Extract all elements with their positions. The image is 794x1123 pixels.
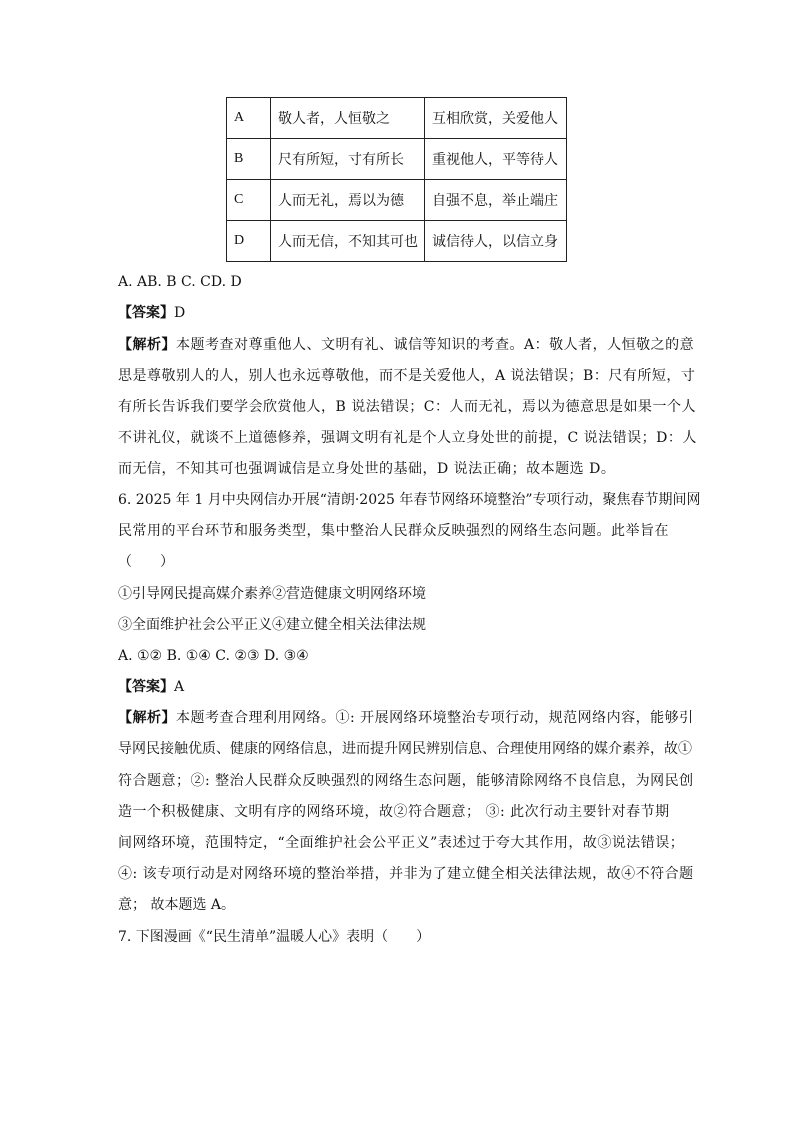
q6-analysis-line: 导网民接触优质、健康的网络信息，进而提升网民辨别信息、合理使用网络的媒介素养，故① xyxy=(118,741,692,757)
table-row xyxy=(227,98,567,139)
q6-analysis-line: 间网络环境，范围特定，“全面维护社会公平正义”表述过于夸大其作用，故③说法错误； xyxy=(118,835,685,851)
option-letter: D xyxy=(227,221,271,262)
answer-value: A xyxy=(174,679,185,695)
option-letter: C xyxy=(227,180,271,221)
option-meaning: 重视他人，平等待人 xyxy=(425,139,567,180)
analysis-label: 【解析】 xyxy=(118,337,176,353)
option-saying: 敬人者，人恒敬之 xyxy=(271,98,425,139)
q5-analysis-line: 而无信，不知其可也强调诚信是立身处世的基础，D 说法正确；故本题选 D。 xyxy=(118,461,616,477)
option-saying: 尺有所短，寸有所长 xyxy=(271,139,425,180)
option-letter: B xyxy=(227,139,271,180)
answer-value: D xyxy=(174,305,186,321)
q6-stem-line: 民常用的平台环节和服务类型，集中整治人民群众反映强烈的网络生态问题。此举旨在 xyxy=(118,523,669,539)
option-saying: 人而无信，不知其可也 xyxy=(271,221,425,262)
q5-choices: A. AB. B C. CD. D xyxy=(118,274,242,290)
option-meaning: 诚信待人，以信立身 xyxy=(425,221,567,262)
analysis-label: 【解析】 xyxy=(118,710,176,726)
option-letter: A xyxy=(227,98,271,139)
q5-analysis-line: 不讲礼仪，就谈不上道德修养，强调文明有礼是个人立身处世的前提，C 说法错误；D：人 xyxy=(118,430,697,446)
table-row xyxy=(227,221,567,262)
q5-answer xyxy=(118,303,185,323)
q6-analysis-line: 【解析】本题考查合理利用网络。①: 开展网络环境整治专项行动，规范网络内容，能够引 xyxy=(118,710,694,726)
options-table xyxy=(226,97,567,262)
table-row xyxy=(227,139,567,180)
q5-analysis-line: 【解析】本题考查对尊重他人、文明有礼、诚信等知识的考查。A：敬人者，人恒敬之的意 xyxy=(118,337,695,353)
q7-stem: 7. 下图漫画《“民生清单”温暖人心》表明（ ） xyxy=(118,929,431,945)
q5-analysis-line: 有所长告诉我们要学会欣赏他人，B 说法错误；C：人而无礼，焉以为德意思是如果一个人 xyxy=(118,399,696,415)
q6-choices: A. ①② B. ①④ C. ②③ D. ③④ xyxy=(118,648,309,664)
q6-stem-line: 6. 2025 年 1 月中央网信办开展“清朗·2025 年春节网络环境整治”专项行动，聚焦春节期间网 xyxy=(118,492,701,508)
table-row xyxy=(227,180,567,221)
answer-label: 【答案】 xyxy=(118,679,174,695)
q6-stem-line: （ ） xyxy=(118,554,174,570)
q6-analysis-line: ④: 该专项行动是对网络环境的整治举措，并非为了建立健全相关法律法规，故④不符合题 xyxy=(118,866,694,882)
q5-analysis-line: 思是尊敬别人的人，别人也永远尊敬他，而不是关爱他人，A 说法错误；B：尺有所短，寸 xyxy=(118,368,696,384)
q6-items-line: ①引导网民提高媒介素养②营造健康文明网络环境 xyxy=(118,586,426,602)
q6-analysis-line: 造一个积极健康、文明有序的网络环境，故②符合题意； ③: 此次行动主要针对春节期 xyxy=(118,804,670,820)
q6-items-line: ③全面维护社会公平正义④建立健全相关法律法规 xyxy=(118,617,426,633)
q6-analysis-line: 意； 故本题选 A。 xyxy=(118,897,236,913)
option-saying: 人而无礼，焉以为德 xyxy=(271,180,425,221)
option-meaning: 自强不息，举止端庄 xyxy=(425,180,567,221)
answer-label: 【答案】 xyxy=(118,305,174,321)
q6-analysis-line: 符合题意；②: 整治人民群众反映强烈的网络生态问题，能够清除网络不良信息，为网民创 xyxy=(118,773,694,789)
option-meaning: 互相欣赏，关爱他人 xyxy=(425,98,567,139)
q6-answer xyxy=(118,677,184,697)
